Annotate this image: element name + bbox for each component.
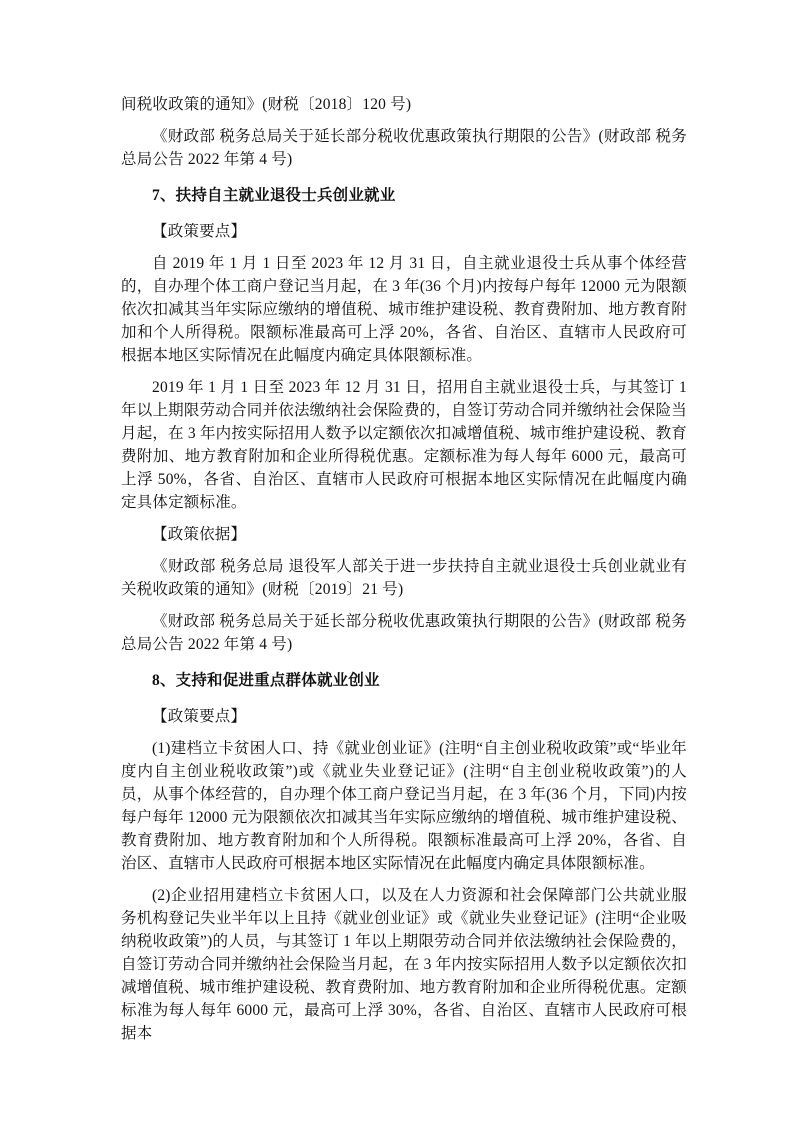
document-text-body xyxy=(121,93,687,1054)
body-paragraph: 间税收政策的通知》(财税〔2018〕120 号) xyxy=(121,96,412,113)
section-heading: 7、扶持自主就业退役士兵创业就业 xyxy=(152,187,396,204)
section-heading: 8、支持和促进重点群体就业创业 xyxy=(152,672,380,689)
body-paragraph: 【政策要点】 xyxy=(152,708,247,725)
body-paragraph: (2)企业招用建档立卡贫困人口，以及在人力资源和社会保障部门公共就业服务机构登记失业半年以上且持《就业创业证》或《就业失业登记证》(注明“企业吸纳税收政策”)的人员，与其签订 1 年以上期限劳动合同并依法缴纳社会保险费的，自签订劳动合同并缴纳社会保险当月起，在 3 年内按实际招用人数予以定额依次扣减增值税、城市维护建设税、教育费附加、地方教育附加和企业所得税优惠。定额标准为每人每年 6000 元，最高可上浮 30%，各省、自治区、直辖市人民政府可根据本 xyxy=(121,887,687,1042)
body-paragraph: 【政策要点】 xyxy=(152,223,247,240)
body-paragraph: (1)建档立卡贫困人口、持《就业创业证》(注明“自主创业税收政策”或“毕业年度内自主创业税收政策”)或《就业失业登记证》(注明“自主创业税收政策”)的人员，从事个体经营的，自办理个体工商户登记当月起，在 3 年(36 个月，下同)内按每户每年 12000 元为限额依次扣减其当年实际应缴纳的增值税、城市维护建设税、教育费附加、地方教育附加和个人所得税。限额标准最高可上浮 20%，各省、自治区、直辖市人民政府可根据本地区实际情况在此幅度内确定具体限额标准。 xyxy=(121,740,688,872)
body-paragraph: 【政策依据】 xyxy=(152,526,247,543)
body-paragraph: 2019 年 1 月 1 日至 2023 年 12 月 31 日，招用自主就业退役士兵，与其签订 1 年以上期限劳动合同并依法缴纳社会保险费的，自签订劳动合同并缴纳社会保险当月起，在 3 年内按实际招用人数予以定额依次扣减增值税、城市维护建设税、教育费附加、地方教育附加和企业所得税优惠。定额标准为每人每年 6000 元，最高可上浮 50%，各省、自治区、直辖市人民政府可根据本地区实际情况在此幅度内确定具体定额标准。 xyxy=(121,379,687,511)
body-paragraph: 《财政部 税务总局关于延长部分税收优惠政策执行期限的公告》(财政部 税务总局公告 2022 年第 4 号) xyxy=(121,613,687,653)
body-paragraph: 《财政部 税务总局关于延长部分税收优惠政策执行期限的公告》(财政部 税务总局公告 2022 年第 4 号) xyxy=(121,128,687,168)
body-paragraph: 《财政部 税务总局 退役军人部关于进一步扶持自主就业退役士兵创业就业有关税收政策的通知》(财税〔2019〕21 号) xyxy=(121,558,687,598)
body-paragraph: 自 2019 年 1 月 1 日至 2023 年 12 月 31 日，自主就业退役士兵从事个体经营的，自办理个体工商户登记当月起，在 3 年(36 个月)内按每户每年 12000 元为限额依次扣减其当年实际应缴纳的增值税、城市维护建设税、教育费附加、地方教育附加和个人所得税。限额标准最高可上浮 20%，各省、自治区、直辖市人民政府可根据本地区实际情况在此幅度内确定具体限额标准。 xyxy=(121,255,687,364)
